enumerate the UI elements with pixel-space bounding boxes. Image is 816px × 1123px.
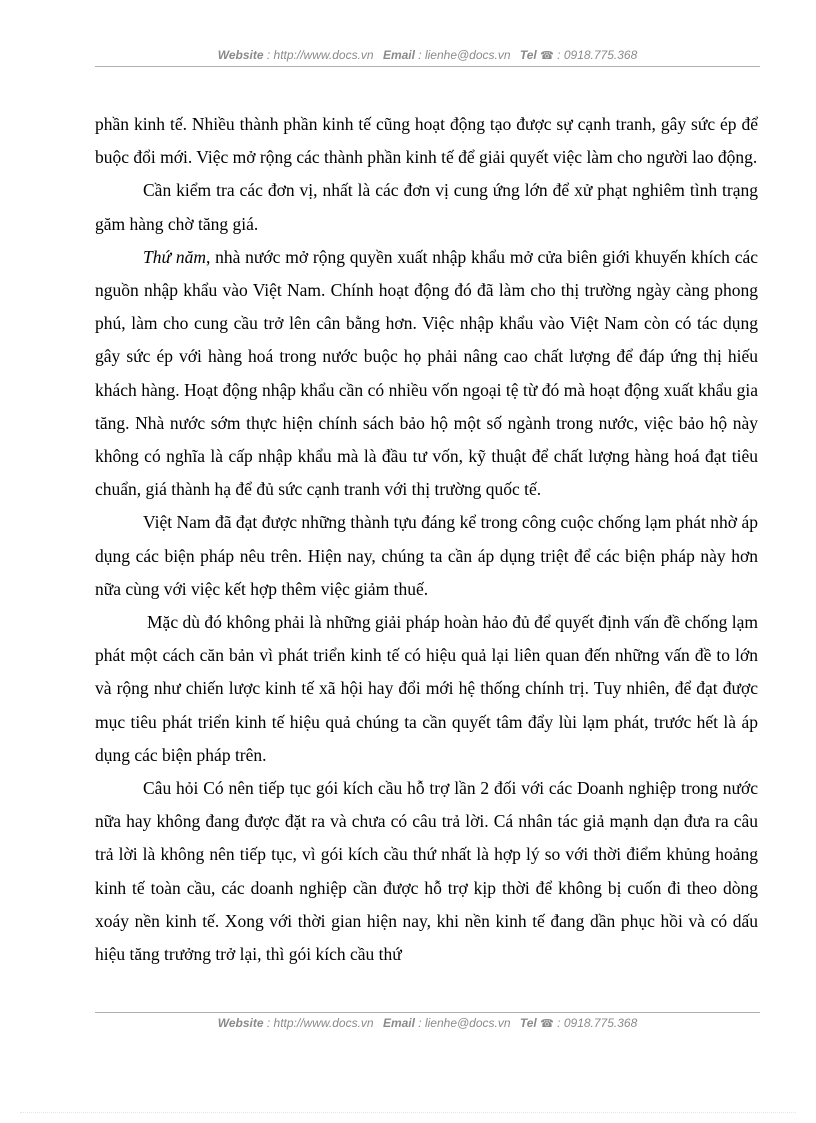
paragraph-3-italic-lead: Thứ năm	[143, 246, 206, 267]
footer-website-label: Website	[217, 1016, 264, 1030]
header-tel-label: Tel	[519, 48, 537, 62]
page-bottom-border	[20, 1112, 796, 1113]
paragraph-3-text: , nhà nước mở rộng quyền xuất nhập khẩu mở cửa biên giới khuyến khích các nguồn nhập khẩu vào Việt Nam. Chính hoạt động đó đã làm cho thị trường ngày càng phong phú, làm cho cung cầu trở lên cân bằng hơn. Việc nhập khẩu vào Việt Nam còn có tác dụng gây sức ép với hàng hoá trong nước buộc họ phải nâng cao chất lượng để đáp ứng thị hiếu khách hàng. Hoạt động nhập khẩu cần có nhiều vốn ngoại tệ từ đó mà hoạt động xuất khẩu gia tăng. Nhà nước sớm thực hiện chính sách bảo hộ một số ngành trong nước, việc bảo hộ này không có nghĩa là cấp nhập khẩu mà là đầu tư vốn, kỹ thuật để chất lượng hàng hoá đạt tiêu chuẩn, giá thành hạ để đủ sức cạnh tranh với thị trường quốc tế.	[95, 246, 759, 500]
paragraph-2: Cần kiểm tra các đơn vị, nhất là các đơn vị cung ứng lớn để xử phạt nghiêm tình trạng găm hàng chờ tăng giá.	[95, 180, 758, 234]
footer-tel-value: : 0918.775.368	[557, 1016, 638, 1030]
paragraph-1: phần kinh tế. Nhiều thành phần kinh tế cũng hoạt động tạo được sự cạnh tranh, gây sức ép để buộc đổi mới. Việc mở rộng các thành phần kinh tế để giải quyết việc làm cho người lao động.	[95, 114, 758, 168]
header-website-value: : http://www.docs.vn	[266, 48, 374, 62]
paragraph-6: Câu hỏi Có nên tiếp tục gói kích cầu hỗ trợ lần 2 đối với các Doanh nghiệp trong nước nữa hay không đang được đặt ra và chưa có câu trả lời. Cá nhân tác giả mạnh dạn đưa ra câu trả lời là không nên tiếp tục, vì gói kích cầu thứ nhất là hợp lý so với thời điểm khủng hoảng kinh tế toàn cầu, các doanh nghiệp cần được hỗ trợ kịp thời để không bị cuốn đi theo dòng xoáy nền kinh tế. Xong với thời gian hiện nay, khi nền kinh tế đang dần phục hồi và có dấu hiệu tăng trưởng trở lại, thì gói kích cầu thứ	[95, 778, 758, 965]
footer-email-value: : lienhe@docs.vn	[418, 1016, 511, 1030]
header-email-label: Email	[382, 48, 415, 62]
footer-tel-label: Tel	[519, 1016, 537, 1030]
phone-icon: ☎	[540, 1018, 554, 1030]
phone-icon: ☎	[540, 50, 554, 62]
page-footer	[95, 1012, 760, 1032]
paragraph-5: Mặc dù đó không phải là những giải pháp hoàn hảo đủ để quyết định vấn đề chống lạm phát một cách căn bản vì phát triển kinh tế có hiệu quả lại liên quan đến những vấn đề to lớn và rộng như chiến lược kinh tế xã hội hay đổi mới hệ thống chính trị. Tuy nhiên, để đạt được mục tiêu phát triển kinh tế hiệu quả chúng ta cần quyết tâm đẩy lùi lạm phát, trước hết là áp dụng các biện pháp trên.	[95, 612, 758, 765]
document-body	[95, 108, 758, 971]
footer-website-value: : http://www.docs.vn	[266, 1016, 374, 1030]
header-tel-value: : 0918.775.368	[557, 48, 638, 62]
paragraph-4: Việt Nam đã đạt được những thành tựu đáng kể trong công cuộc chống lạm phát nhờ áp dụng các biện pháp nêu trên. Hiện nay, chúng ta cần áp dụng triệt để các biện pháp này hơn nữa cùng với việc kết hợp thêm việc giảm thuế.	[95, 512, 758, 599]
header-website-label: Website	[217, 48, 264, 62]
page-header	[95, 47, 760, 67]
footer-email-label: Email	[382, 1016, 415, 1030]
header-email-value: : lienhe@docs.vn	[418, 48, 511, 62]
paragraph-3	[95, 241, 758, 507]
